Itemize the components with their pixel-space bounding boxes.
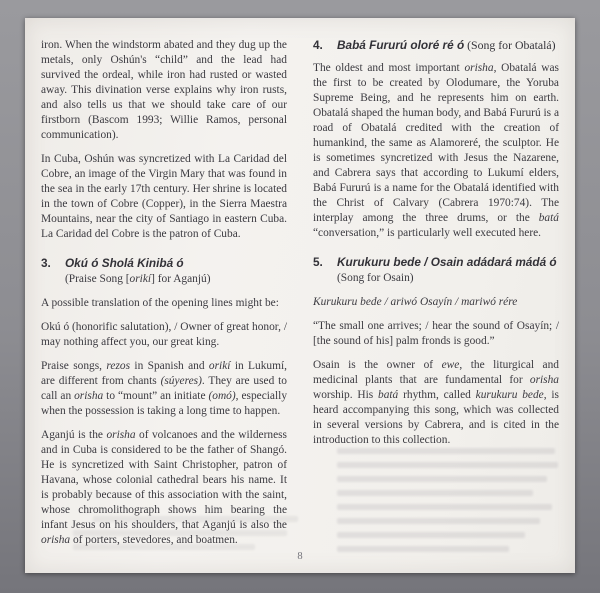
section-number: 5. <box>313 255 323 269</box>
right-column <box>313 38 559 548</box>
section-heading-5 <box>313 255 559 269</box>
section-heading-3 <box>41 256 287 270</box>
section-number: 3. <box>41 256 51 270</box>
section-subtitle: (Praise Song [orikí] for Aganjú) <box>65 273 211 285</box>
paragraph-translation: “The small one arrives; / hear the sound of Osayín; / [the sound of his] palm fronds is good.” <box>313 320 559 347</box>
section-title: Babá Fururú oloré ré ó (Song for Obatalá) <box>337 38 556 52</box>
two-column-layout <box>25 18 575 548</box>
paragraph-lyrics: Kurukuru bede / ariwó Osayín / mariwó rére <box>313 296 518 308</box>
section-heading-4 <box>313 38 559 52</box>
paragraph: Praise songs, rezos in Spanish and orikí in Lukumí, are different from chants (súyeres). They are used to call an orisha to “mount” an initiate (omó), especially when the possession is taking a long time to happen. <box>41 360 288 417</box>
paragraph: Okú ó (honorific salutation), / Owner of great honor, / may nothing affect you, our great king. <box>41 321 287 348</box>
page-number: 8 <box>297 551 303 562</box>
left-column <box>41 38 287 548</box>
section-title: Kurukuru bede / Osain adádará mádá ó <box>337 255 557 269</box>
section-title: Okú ó Sholá Kinibá ó <box>65 256 184 270</box>
paragraph: iron. When the windstorm abated and they dug up the metals, only Oshún's “child” and the lead had survived the ordeal, while iron had rusted or wasted away. This divination verse explains why iron rusts, and also tells us that we should take care of our firstborn (Bascom 1993; Willie Ramos, personal communication). <box>41 39 287 141</box>
paragraph: A possible translation of the opening lines might be: <box>41 297 279 309</box>
paragraph: In Cuba, Oshún was syncretized with La Caridad del Cobre, an image of the Virgin Mary that was found in the sea in the early 17th century. Her shrine is located in the town of Cobre (Copper), in the Sierra Maestra Mountains, near the city of Santiago in eastern Cuba. La Caridad del Cobre is the patron of Cuba. <box>41 153 287 240</box>
book-page <box>25 18 575 573</box>
paragraph: Osain is the owner of ewe, the liturgical and medicinal plants that are fundamental for orisha worship. His batá rhythm, called kurukuru bede, is heard accompanying this song, which was collected in several versions by Cabrera, and is cited in the introduction to this collection. <box>313 359 560 446</box>
section-number: 4. <box>313 38 323 52</box>
paragraph: Aganjú is the orisha of volcanoes and the wilderness and in Cuba is considered to be the father of Shangó. He is syncretized with Saint Christopher, patron of Havana, whose colonial cathedral bears his name. It is probably because of this association with the saint, whose chromolithograph shows him bearing the infant Jesus on his shoulders, that Aganjú is also the orisha of porters, stevedores, and boatmen. <box>41 429 287 546</box>
paragraph: The oldest and most important orisha, Obatalá was the first to be created by Olodumare, the Yoruba Supreme Being, and he represents him on earth. Obatalá shaped the human body, and Babá Fururú is a road of Obatalá credited with the creation of humankind, the same as Alamoreré, the sculptor. He is sometimes syncretized with Jesus the Nazarene, and Cabrera says that according to Lukumí elders, Babá Fururú is a name for the Obatalá identified with the Christ of Calvary (Cabrera 1970:74). The interplay among the three drums, or the batá “conversation,” is particularly well executed here. <box>313 62 559 239</box>
section-subtitle: (Song for Osain) <box>337 272 414 284</box>
